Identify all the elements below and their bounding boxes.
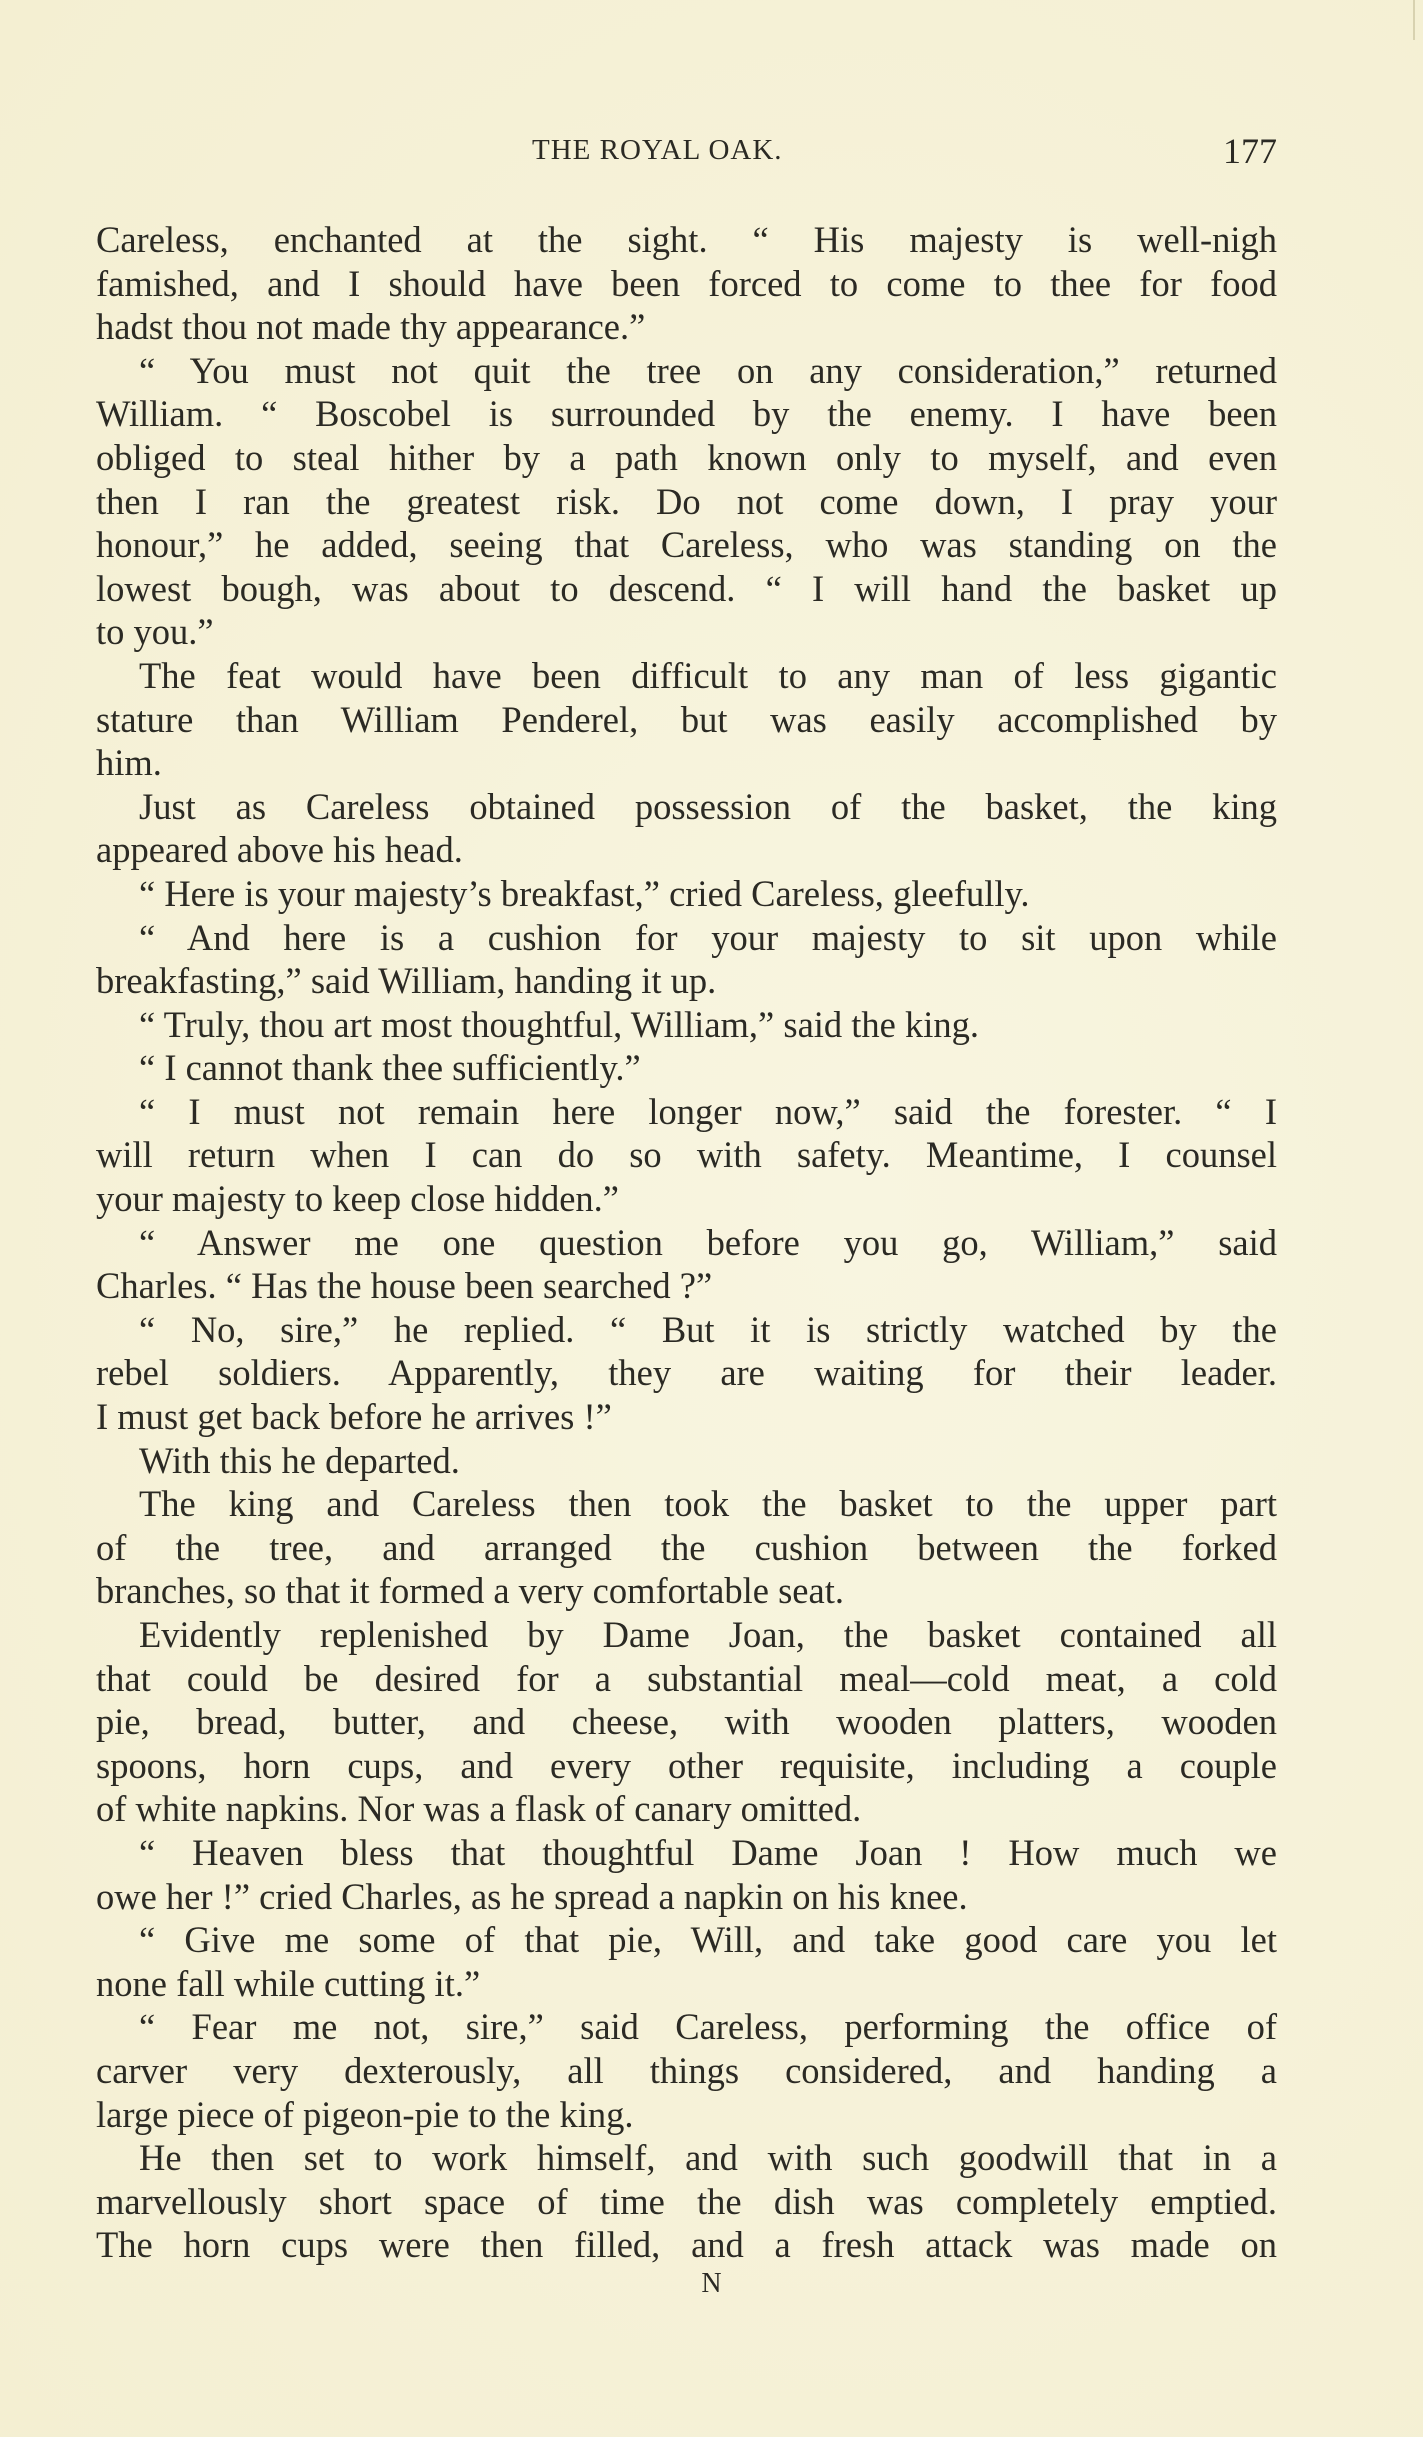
- text-line: of the tree, and arranged the cushion between the forked: [96, 1526, 1277, 1568]
- text-line: appeared above his head.: [96, 829, 463, 871]
- text-line: to you.”: [96, 611, 214, 653]
- text-line: that could be desired for a substantial meal—cold meat, a cold: [96, 1657, 1277, 1699]
- text-line: of white napkins. Nor was a flask of canary omitted.: [96, 1788, 862, 1830]
- paragraph: [96, 2005, 1277, 2136]
- paragraph: [96, 1308, 1277, 1439]
- text-line: “ Here is your majesty’s breakfast,” cried Careless, gleefully.: [139, 872, 1030, 914]
- text-line: “ Truly, thou art most thoughtful, William,” said the king.: [139, 1003, 980, 1045]
- text-line: Charles. “ Has the house been searched ?”: [96, 1265, 713, 1307]
- running-title: THE ROYAL OAK.: [532, 134, 783, 166]
- text-line: Evidently replenished by Dame Joan, the basket contained all: [139, 1614, 1277, 1655]
- text-line: honour,” he added, seeing that Careless, who was standing on the: [96, 524, 1277, 566]
- text-line: breakfasting,” said William, handing it up.: [96, 960, 717, 1002]
- text-line: “ Fear me not, sire,” said Careless, performing the office of: [139, 2006, 1277, 2048]
- text-line: Just as Careless obtained possession of the basket, the king: [139, 785, 1277, 827]
- paragraph: [96, 1003, 1277, 1047]
- page-edge-mark: [1413, 0, 1415, 40]
- body-text: [96, 218, 1277, 2267]
- paragraph: [96, 872, 1277, 916]
- text-line: none fall while cutting it.”: [96, 1962, 481, 2004]
- text-line: “ You must not quit the tree on any consideration,” returned: [139, 349, 1277, 391]
- text-line: carver very dexterously, all things considered, and handing a: [96, 2049, 1277, 2091]
- text-line: The horn cups were then filled, and a fresh attack was made on: [96, 2224, 1277, 2266]
- page-number: 177: [1223, 131, 1277, 171]
- paragraph: [96, 1221, 1277, 1308]
- paragraph: [96, 218, 1277, 349]
- text-line: him.: [96, 742, 162, 784]
- text-line: I must get back before he arrives !”: [96, 1396, 612, 1438]
- text-line: “ Answer me one question before you go, William,” said: [139, 1221, 1277, 1263]
- text-line: The king and Careless then took the basket to the upper part: [139, 1483, 1277, 1525]
- text-line: spoons, horn cups, and every other requisite, including a couple: [96, 1744, 1277, 1786]
- text-line: The feat would have been difficult to any man of less gigantic: [139, 654, 1277, 696]
- text-line: Careless, enchanted at the sight. “ His majesty is well-nigh: [96, 219, 1277, 260]
- paragraph: [96, 1831, 1277, 1918]
- text-line: large piece of pigeon-pie to the king.: [96, 2093, 634, 2135]
- text-line: branches, so that it formed a very comfortable seat.: [96, 1570, 844, 1612]
- paragraph: [96, 1918, 1277, 2005]
- text-line: your majesty to keep close hidden.”: [96, 1178, 620, 1220]
- text-line: “ Heaven bless that thoughtful Dame Joan ! How much we: [139, 1831, 1277, 1873]
- paragraph: [96, 654, 1277, 785]
- text-line: “ Give me some of that pie, Will, and take good care you let: [139, 1919, 1277, 1961]
- text-line: “ I must not remain here longer now,” said the forester. “ I: [139, 1090, 1277, 1132]
- paragraph: [96, 1046, 1277, 1090]
- text-line: obliged to steal hither by a path known only to myself, and even: [96, 436, 1277, 478]
- paragraph: [96, 1090, 1277, 1221]
- running-header: [96, 131, 1277, 178]
- text-line: William. “ Boscobel is surrounded by the enemy. I have been: [96, 393, 1277, 435]
- paragraph: [96, 785, 1277, 872]
- paragraph: [96, 1439, 1277, 1483]
- text-line: “ No, sire,” he replied. “ But it is strictly watched by the: [139, 1308, 1277, 1350]
- text-line: stature than William Penderel, but was easily accomplished by: [96, 698, 1277, 740]
- text-line: “ And here is a cushion for your majesty to sit upon while: [139, 916, 1277, 958]
- paragraph: [96, 1613, 1277, 1831]
- paragraph: [96, 349, 1277, 654]
- text-line: marvellously short space of time the dish was completely emptied.: [96, 2180, 1277, 2222]
- paragraph: [96, 1482, 1277, 1613]
- text-line: pie, bread, butter, and cheese, with wooden platters, wooden: [96, 1701, 1277, 1743]
- text-line: With this he departed.: [139, 1439, 460, 1481]
- text-line: rebel soldiers. Apparently, they are waiting for their leader.: [96, 1352, 1277, 1394]
- paragraph: [96, 2136, 1277, 2267]
- text-line: “ I cannot thank thee sufficiently.”: [139, 1047, 641, 1089]
- text-line: famished, and I should have been forced to come to thee for food: [96, 262, 1277, 304]
- text-line: owe her !” cried Charles, as he spread a napkin on his knee.: [96, 1875, 968, 1917]
- text-line: lowest bough, was about to descend. “ I will hand the basket up: [96, 567, 1277, 609]
- signature-mark: N: [701, 2268, 722, 2299]
- text-line: He then set to work himself, and with such goodwill that in a: [139, 2137, 1277, 2179]
- text-line: will return when I can do so with safety. Meantime, I counsel: [96, 1134, 1277, 1176]
- text-line: hadst thou not made thy appearance.”: [96, 306, 646, 348]
- paragraph: [96, 916, 1277, 1003]
- text-line: then I ran the greatest risk. Do not come down, I pray your: [96, 480, 1277, 522]
